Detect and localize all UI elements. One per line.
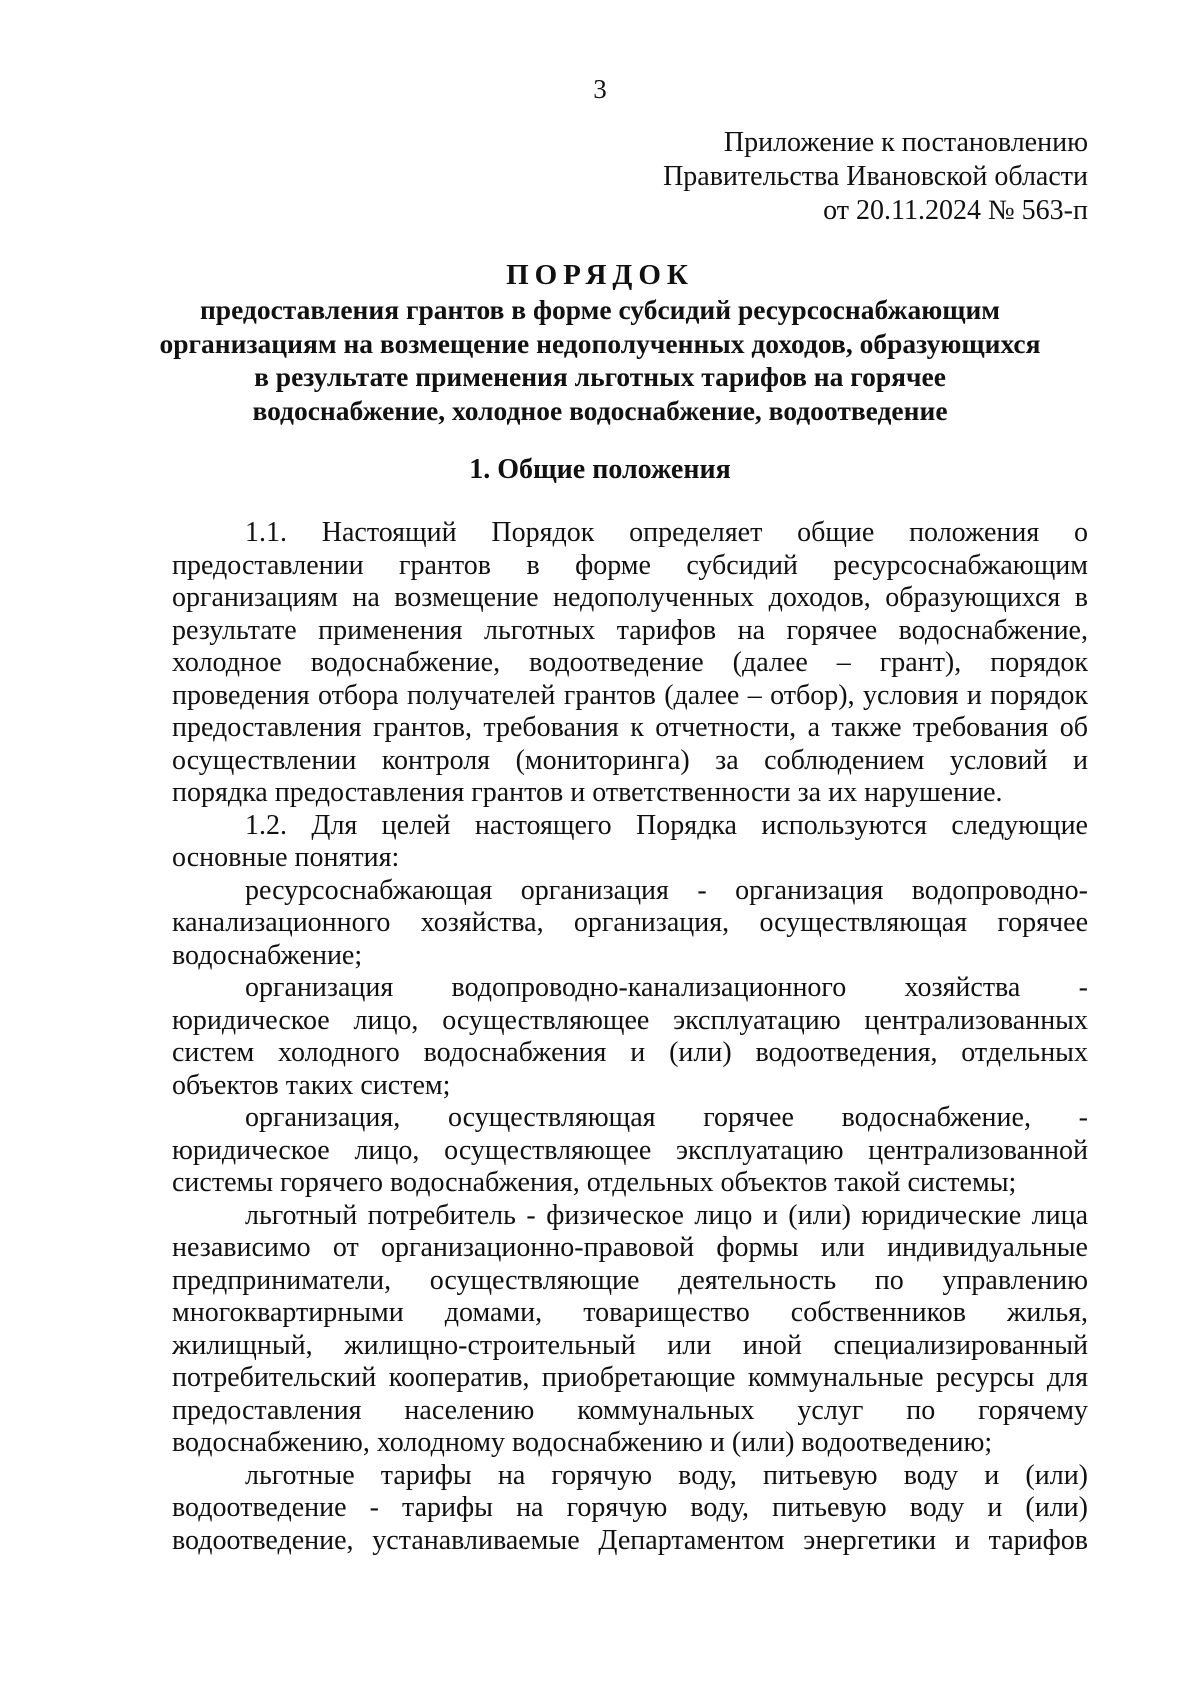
text-line: организация, осуществляющая горячее водоснабжение, - xyxy=(245,1102,1088,1133)
text-line: организациям на возмещение недополученных доходов, образующихся в xyxy=(172,582,1088,613)
paragraph-1-1 xyxy=(172,517,1088,810)
text-line: канализационного хозяйства, организация, осуществляющая горячее xyxy=(172,907,1088,938)
text-line: жилищный, жилищно-строительный или иной специализированный xyxy=(172,1329,1088,1361)
text-line: водоснабжению, холодному водоснабжению и (или) водоотведению; xyxy=(172,1427,993,1458)
definition-resource-supplier xyxy=(172,875,1088,973)
appendix-line: Приложение к постановлению xyxy=(723,127,1088,158)
subtitle-line: в результате применения льготных тарифов на горячее xyxy=(254,361,946,392)
definition-preferential-consumer xyxy=(172,1200,1088,1460)
text-line: предоставлении грантов в форме субсидий ресурсоснабжающим xyxy=(172,549,1088,581)
subtitle-line: организациям на возмещение недополученных доходов, образующихся xyxy=(159,327,1041,359)
appendix-line: от 20.11.2024 № 563-п xyxy=(823,195,1088,226)
text-line: предприниматели, осуществляющие деятельность по управлению xyxy=(172,1264,1088,1296)
text-line: юридическое лицо, осуществляющее эксплуатацию централизованных xyxy=(172,1004,1088,1036)
text-line: ресурсоснабжающая организация - организация водопроводно- xyxy=(245,874,1088,906)
page-number: 3 xyxy=(593,74,607,104)
section-heading: 1. Общие положения xyxy=(469,454,731,485)
text-line: основные понятия: xyxy=(172,842,400,873)
text-line: водоснабжение; xyxy=(172,939,363,971)
text-line: предоставления населению коммунальных услуг по горячему xyxy=(172,1394,1088,1426)
text-line: организация водопроводно-канализационного хозяйства - xyxy=(245,972,1088,1003)
section-body xyxy=(172,517,1088,1557)
text-line: результате применения льготных тарифов на горячее водоснабжение, xyxy=(172,614,1088,646)
appendix-reference xyxy=(663,126,1088,228)
text-line: проведения отбора получателей грантов (далее – отбор), условия и порядок xyxy=(172,679,1088,711)
document-title: ПОРЯДОК xyxy=(506,259,694,291)
subtitle-line: водоснабжение, холодное водоснабжение, водоотведение xyxy=(252,394,948,426)
text-line: порядка предоставления грантов и ответственности за их нарушение. xyxy=(172,777,1003,808)
text-line: льготный потребитель - физическое лицо и (или) юридические лица xyxy=(245,1199,1088,1231)
text-line: осуществлении контроля (мониторинга) за соблюдением условий и xyxy=(172,744,1088,776)
definition-preferential-tariffs xyxy=(172,1460,1088,1558)
document-subtitle xyxy=(0,293,1200,427)
text-line: системы горячего водоснабжения, отдельных объектов такой системы; xyxy=(172,1167,1017,1198)
text-line: независимо от организационно-правовой формы или индивидуальные xyxy=(172,1232,1088,1263)
text-line: многоквартирными домами, товарищество собственников жилья, xyxy=(172,1297,1088,1328)
subtitle-line: предоставления грантов в форме субсидий ресурсоснабжающим xyxy=(199,294,1001,325)
text-line: холодное водоснабжение, водоотведение (далее – грант), порядок xyxy=(172,647,1088,678)
text-line: систем холодного водоснабжения и (или) водоотведения, отдельных xyxy=(172,1037,1088,1068)
paragraph-1-2 xyxy=(172,810,1088,875)
text-line: предоставления грантов, требования к отчетности, а также требования об xyxy=(172,712,1088,743)
definition-water-sewer-org xyxy=(172,972,1088,1102)
text-line: юридическое лицо, осуществляющее эксплуатацию централизованной xyxy=(172,1134,1088,1166)
text-line: потребительский кооператив, приобретающие коммунальные ресурсы для xyxy=(172,1362,1088,1393)
text-line: водоотведение - тарифы на горячую воду, питьевую воду и (или) xyxy=(172,1492,1088,1523)
text-line: объектов таких систем; xyxy=(172,1069,451,1101)
appendix-line: Правительства Ивановской области xyxy=(663,161,1088,192)
text-line: 1.1. Настоящий Порядок определяет общие положения о xyxy=(245,517,1088,548)
text-line: 1.2. Для целей настоящего Порядка используются следующие xyxy=(245,809,1088,841)
text-line: льготные тарифы на горячую воду, питьевую воду и (или) xyxy=(245,1459,1088,1491)
definition-hot-water-org xyxy=(172,1102,1088,1200)
text-line: водоотведение, устанавливаемые Департаментом энергетики и тарифов xyxy=(172,1524,1088,1556)
